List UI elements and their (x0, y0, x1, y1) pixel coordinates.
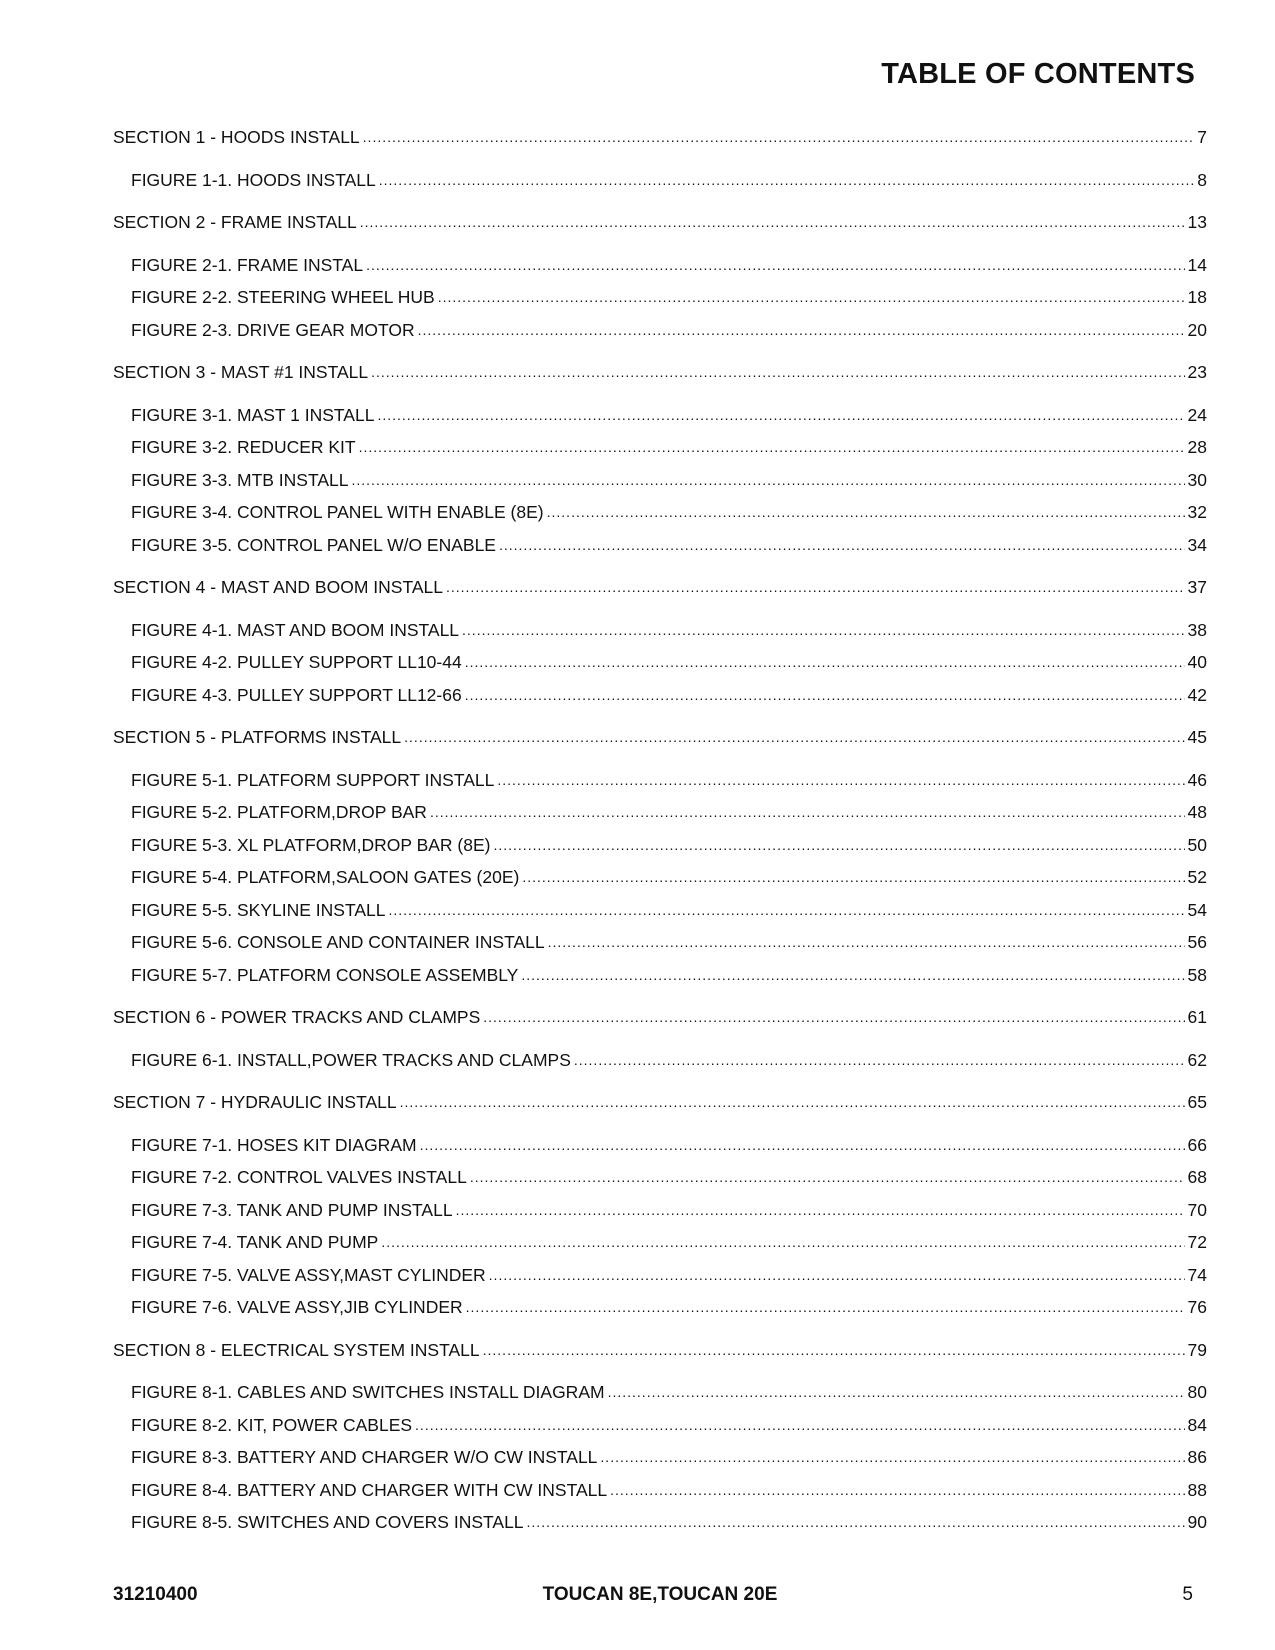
figure-page-number: 86 (1187, 1447, 1207, 1467)
figure-page-number: 72 (1187, 1232, 1207, 1252)
toc-figure-entry[interactable] (113, 932, 1207, 953)
figure-title: FIGURE 8-2. KIT, POWER CABLES (131, 1414, 413, 1435)
section-page-number: 23 (1187, 362, 1207, 382)
dot-leader (415, 1414, 1184, 1435)
toc-figure-entry[interactable] (113, 1297, 1207, 1318)
toc-section-entry[interactable] (113, 1340, 1207, 1361)
figure-page-number: 40 (1187, 652, 1207, 672)
toc-figure-entry[interactable] (113, 867, 1207, 888)
dot-leader (600, 1446, 1184, 1467)
page-footer (113, 1584, 1207, 1608)
toc-figure-entry[interactable] (113, 1200, 1207, 1221)
figure-title: FIGURE 3-2. REDUCER KIT (131, 437, 356, 457)
dot-leader (418, 319, 1185, 340)
figure-title: FIGURE 1-1. HOODS INSTALL (131, 169, 376, 190)
dot-leader (527, 1511, 1185, 1532)
dot-leader (470, 1166, 1185, 1187)
figure-title: FIGURE 4-3. PULLEY SUPPORT LL12-66 (131, 684, 462, 705)
figure-title: FIGURE 8-1. CABLES AND SWITCHES INSTALL DIAGRAM (131, 1382, 605, 1402)
section-page-number: 7 (1197, 127, 1207, 147)
section-page-number: 37 (1187, 577, 1207, 597)
section-title: SECTION 7 - HYDRAULIC INSTALL (113, 1092, 397, 1112)
figure-title: FIGURE 8-4. BATTERY AND CHARGER WITH CW INSTALL (131, 1479, 608, 1500)
dot-leader (388, 899, 1184, 920)
figure-page-number: 8 (1197, 169, 1207, 190)
toc-figure-entry[interactable] (113, 170, 1207, 191)
dot-leader (371, 361, 1184, 382)
document-number: 31210400 (113, 1584, 198, 1605)
figure-page-number: 88 (1187, 1479, 1207, 1500)
toc-figure-entry[interactable] (113, 835, 1207, 856)
toc-figure-entry[interactable] (113, 255, 1207, 276)
dot-leader (493, 834, 1184, 855)
dot-leader (497, 769, 1184, 790)
dot-leader (377, 404, 1184, 425)
figure-title: FIGURE 5-7. PLATFORM CONSOLE ASSEMBLY (131, 964, 519, 985)
dot-leader (359, 436, 1185, 457)
section-title: SECTION 2 - FRAME INSTALL (113, 212, 357, 232)
figure-page-number: 46 (1187, 769, 1207, 790)
toc-figure-entry[interactable] (113, 1382, 1207, 1403)
figure-page-number: 66 (1187, 1134, 1207, 1155)
toc-figure-entry[interactable] (113, 1265, 1207, 1286)
figure-title: FIGURE 2-3. DRIVE GEAR MOTOR (131, 319, 415, 340)
figure-title: FIGURE 5-2. PLATFORM,DROP BAR (131, 802, 427, 822)
toc-figure-entry[interactable] (113, 1050, 1207, 1071)
dot-leader (400, 1091, 1185, 1112)
figure-title: FIGURE 3-3. MTB INSTALL (131, 469, 349, 490)
toc-section-entry[interactable] (113, 577, 1207, 598)
table-of-contents (113, 127, 1207, 1533)
section-page-number: 13 (1187, 212, 1207, 232)
figure-page-number: 14 (1187, 254, 1207, 275)
figure-page-number: 52 (1187, 867, 1207, 887)
figure-title: FIGURE 7-2. CONTROL VALVES INSTALL (131, 1167, 467, 1187)
figure-title: FIGURE 5-4. PLATFORM,SALOON GATES (20E) (131, 867, 520, 887)
section-page-number: 79 (1187, 1339, 1207, 1360)
figure-page-number: 74 (1187, 1264, 1207, 1285)
toc-figure-entry[interactable] (113, 620, 1207, 641)
dot-leader (522, 866, 1184, 887)
figure-title: FIGURE 7-5. VALVE ASSY,MAST CYLINDER (131, 1264, 486, 1285)
dot-leader (489, 1264, 1185, 1285)
dot-leader (465, 684, 1185, 705)
toc-figure-entry[interactable] (113, 535, 1207, 556)
dot-leader (574, 1049, 1185, 1070)
dot-leader (521, 964, 1184, 985)
figure-title: FIGURE 2-2. STEERING WHEEL HUB (131, 287, 435, 307)
toc-figure-entry[interactable] (113, 685, 1207, 706)
figure-page-number: 48 (1187, 802, 1207, 822)
figure-page-number: 56 (1187, 932, 1207, 952)
section-title: SECTION 8 - ELECTRICAL SYSTEM INSTALL (113, 1339, 480, 1360)
toc-figure-entry[interactable] (113, 1480, 1207, 1501)
figure-page-number: 28 (1187, 437, 1207, 457)
toc-figure-entry[interactable] (113, 287, 1207, 308)
dot-leader (430, 801, 1185, 822)
figure-page-number: 24 (1187, 404, 1207, 425)
dot-leader (438, 286, 1185, 307)
figure-page-number: 18 (1187, 287, 1207, 307)
dot-leader (466, 1296, 1185, 1317)
dot-leader (608, 1381, 1185, 1402)
page-title: TABLE OF CONTENTS (881, 58, 1195, 90)
figure-title: FIGURE 6-1. INSTALL,POWER TRACKS AND CLAMPS (131, 1049, 571, 1070)
section-title: SECTION 3 - MAST #1 INSTALL (113, 362, 369, 382)
figure-page-number: 58 (1187, 964, 1207, 985)
figure-page-number: 34 (1187, 534, 1207, 555)
toc-section-entry[interactable] (113, 362, 1207, 383)
section-title: SECTION 1 - HOODS INSTALL (113, 127, 360, 147)
toc-figure-entry[interactable] (113, 1232, 1207, 1253)
figure-title: FIGURE 5-3. XL PLATFORM,DROP BAR (8E) (131, 834, 491, 855)
toc-figure-entry[interactable] (113, 405, 1207, 426)
toc-figure-entry[interactable] (113, 652, 1207, 673)
dot-leader (360, 211, 1185, 232)
figure-page-number: 50 (1187, 834, 1207, 855)
toc-section-entry[interactable] (113, 127, 1207, 148)
dot-leader (446, 576, 1185, 597)
figure-page-number: 38 (1187, 619, 1207, 640)
toc-figure-entry[interactable] (113, 965, 1207, 986)
toc-figure-entry[interactable] (113, 502, 1207, 523)
figure-page-number: 62 (1187, 1049, 1207, 1070)
figure-title: FIGURE 8-3. BATTERY AND CHARGER W/O CW INSTALL (131, 1447, 598, 1467)
dot-leader (404, 726, 1184, 747)
figure-page-number: 30 (1187, 469, 1207, 490)
figure-title: FIGURE 4-1. MAST AND BOOM INSTALL (131, 619, 460, 640)
dot-leader (363, 126, 1195, 147)
figure-title: FIGURE 3-1. MAST 1 INSTALL (131, 404, 375, 425)
toc-section-entry[interactable] (113, 1092, 1207, 1113)
figure-page-number: 80 (1187, 1382, 1207, 1402)
dot-leader (547, 501, 1185, 522)
dot-leader (352, 469, 1185, 490)
toc-figure-entry[interactable] (113, 802, 1207, 823)
dot-leader (381, 1231, 1184, 1252)
figure-page-number: 70 (1187, 1199, 1207, 1220)
dot-leader (483, 1339, 1185, 1360)
figure-page-number: 32 (1187, 502, 1207, 522)
dot-leader (465, 651, 1185, 672)
toc-figure-entry[interactable] (113, 470, 1207, 491)
figure-title: FIGURE 5-5. SKYLINE INSTALL (131, 899, 386, 920)
figure-page-number: 90 (1187, 1512, 1207, 1532)
dot-leader (499, 534, 1185, 555)
figure-title: FIGURE 8-5. SWITCHES AND COVERS INSTALL (131, 1512, 524, 1532)
dot-leader (379, 169, 1195, 190)
section-title: SECTION 5 - PLATFORMS INSTALL (113, 727, 402, 747)
dot-leader (456, 1199, 1185, 1220)
figure-page-number: 76 (1187, 1297, 1207, 1317)
section-title: SECTION 4 - MAST AND BOOM INSTALL (113, 577, 443, 597)
figure-title: FIGURE 2-1. FRAME INSTAL (131, 254, 364, 275)
model-name: TOUCAN 8E,TOUCAN 20E (542, 1584, 778, 1605)
figure-title: FIGURE 7-3. TANK AND PUMP INSTALL (131, 1199, 453, 1220)
dot-leader (610, 1479, 1184, 1500)
section-page-number: 45 (1187, 727, 1207, 747)
dot-leader (483, 1006, 1184, 1027)
figure-title: FIGURE 5-6. CONSOLE AND CONTAINER INSTALL (131, 932, 545, 952)
dot-leader (462, 619, 1185, 640)
toc-figure-entry[interactable] (113, 1135, 1207, 1156)
figure-page-number: 20 (1187, 319, 1207, 340)
toc-figure-entry[interactable] (113, 1447, 1207, 1468)
toc-figure-entry[interactable] (113, 1167, 1207, 1188)
figure-page-number: 42 (1187, 684, 1207, 705)
dot-leader (548, 931, 1185, 952)
section-title: SECTION 6 - POWER TRACKS AND CLAMPS (113, 1007, 481, 1027)
figure-page-number: 84 (1187, 1414, 1207, 1435)
figure-title: FIGURE 5-1. PLATFORM SUPPORT INSTALL (131, 769, 495, 790)
toc-figure-entry[interactable] (113, 1512, 1207, 1533)
figure-title: FIGURE 7-4. TANK AND PUMP (131, 1232, 379, 1252)
figure-page-number: 68 (1187, 1167, 1207, 1187)
toc-section-entry[interactable] (113, 212, 1207, 233)
figure-page-number: 54 (1187, 899, 1207, 920)
figure-title: FIGURE 7-1. HOSES KIT DIAGRAM (131, 1134, 417, 1155)
figure-title: FIGURE 3-4. CONTROL PANEL WITH ENABLE (8E) (131, 502, 544, 522)
page-number: 5 (1182, 1584, 1193, 1605)
toc-figure-entry[interactable] (113, 1415, 1207, 1436)
toc-section-entry[interactable] (113, 1007, 1207, 1028)
toc-section-entry[interactable] (113, 727, 1207, 748)
dot-leader (366, 254, 1184, 275)
section-page-number: 61 (1187, 1007, 1207, 1027)
toc-figure-entry[interactable] (113, 770, 1207, 791)
dot-leader (420, 1134, 1185, 1155)
figure-title: FIGURE 7-6. VALVE ASSY,JIB CYLINDER (131, 1297, 463, 1317)
section-page-number: 65 (1187, 1092, 1207, 1112)
toc-figure-entry[interactable] (113, 900, 1207, 921)
figure-title: FIGURE 3-5. CONTROL PANEL W/O ENABLE (131, 534, 496, 555)
figure-title: FIGURE 4-2. PULLEY SUPPORT LL10-44 (131, 652, 462, 672)
toc-figure-entry[interactable] (113, 320, 1207, 341)
toc-figure-entry[interactable] (113, 437, 1207, 458)
